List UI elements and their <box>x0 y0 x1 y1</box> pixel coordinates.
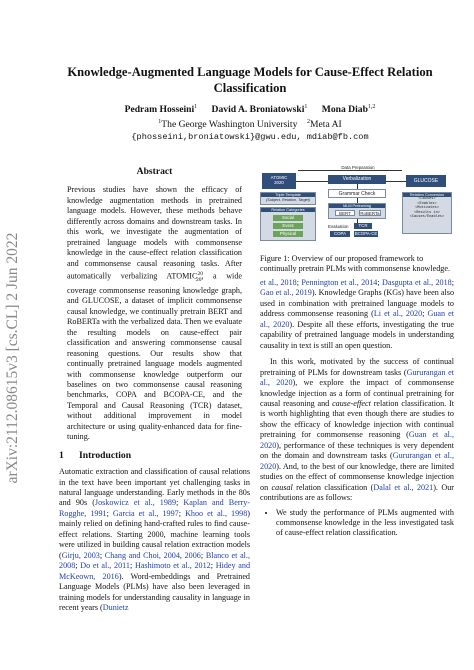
citation-link[interactable]: Dalal et al., 2021 <box>373 482 434 492</box>
citation-link[interactable]: Hashimoto et al., 2012 <box>134 561 211 571</box>
italic-term: causal <box>271 482 293 492</box>
intro-paragraph-1: Automatic extraction and classification of causal relations in the text have been important yet challenging tasks in natural language understanding. Early methods in the 80s and 90s (Joskowicz et al., 1989; Kaplan and Berry-Rogghe, 1991; Garcia et al., 1997; Khoo et al., 1998) mainly relied on defining hand-crafted rules to find cause-effect relations. Starting 2000, machine learning tools were utilized in building causal relation extraction models (Girju, 2003; Chang and Choi, 2004, 2006; Blanco et al., 2008; Do et al., 2011; Hashimoto et al., 2012; Hidey and McKeown, 2016). Word-embeddings and Pretrained Language Models (PLMs) have also been leveraged in training models for understanding causality in language in recent years (Dunietz <box>59 467 251 613</box>
arrow-grammar-mlm <box>357 198 358 203</box>
bert-node: BERT <box>335 210 355 216</box>
physical-category: Physical <box>273 231 303 237</box>
citation-link[interactable]: 2006 <box>184 550 201 560</box>
evaluation-label: Evaluation <box>328 224 349 229</box>
citation-link[interactable]: Gao et al., 2019 <box>260 288 312 298</box>
citation-link[interactable]: Blanco et al., 2008 <box>59 550 250 571</box>
citation-link[interactable]: et al., 2018 <box>260 278 297 287</box>
triple-template-box: Triple Template (Subject, Relation, Target) <box>260 192 316 205</box>
title-line-2: Classification <box>213 81 287 95</box>
paper-title <box>40 64 460 96</box>
glucose-node: GLUCOSE <box>406 175 446 187</box>
bcopa-ce-node: BCOPA-CE <box>354 231 378 236</box>
author-emails: {phosseini,broniatowski}@gwu.edu, mdiab@fb.com <box>131 132 369 143</box>
citation-link[interactable]: Do et al., 2011 <box>80 561 130 571</box>
citation-link[interactable]: Joskowicz et al., 1989 <box>94 498 177 508</box>
abstract-heading: Abstract <box>136 166 173 177</box>
title-line-1: Knowledge-Augmented Language Models for Cause-Effect Relation <box>67 65 433 79</box>
citation-link[interactable]: Guan et al., 2020 <box>260 430 454 450</box>
intro-paragraph-2: In this work, motivated by the success of continual pretraining of PLMs for downstream tasks (Gururangan et al., 2020), we explore the impact of commonsense knowledge injection as a form of continual pretraining for causal reasoning and cause-effect relation classification. It is worth highlighting that even though there are studies to show the efficacy of knowledge injection with continual pretraining for commonsense reasoning (Guan et al., 2020), performance of these techniques is very dependent on the domain and downstream tasks (Gururangan et al., 2020). And, to the best of our knowledge, there are limited studies on the effect of commonsense knowledge injection on causal relation classification (Dalal et al., 2021). Our contributions are as follows: <box>260 357 454 503</box>
figure-1-diagram <box>260 165 454 247</box>
event-category: Event <box>273 223 303 229</box>
italic-term: cause-effect <box>332 398 371 408</box>
citation-link[interactable]: Dasgupta et al., 2018 <box>381 278 452 287</box>
data-preparation-label: Data Preparation <box>341 165 375 170</box>
affiliations: $^1$The George Washington University $^2$Meta AI <box>158 119 342 131</box>
citation-link[interactable]: Li et al., 2020 <box>373 309 423 319</box>
citation-link[interactable]: Girju, 2003 <box>61 550 100 560</box>
right-column <box>260 278 454 539</box>
intro-heading: 1 Introduction <box>59 449 132 461</box>
arrow-glucose-verbalization <box>386 181 406 182</box>
citation-link[interactable]: Gururangan et al., 2020 <box>260 451 454 471</box>
citation-link[interactable]: Khoo et al., 1998 <box>185 508 248 518</box>
arxiv-stamp: arXiv:2112.08615v3 [cs.CL] 2 Jun 2022 <box>4 232 21 484</box>
atomic-node: ATOMIC 2020 <box>262 173 296 189</box>
citation-link[interactable]: Gururangan et al., 2020 <box>260 367 454 388</box>
author-block <box>40 101 460 143</box>
verbalization-node: Verbalization <box>328 175 386 184</box>
citation-link[interactable]: Hidey and McKeown, 2016 <box>59 561 251 581</box>
figure-1-caption: Figure 1: Overview of our proposed framework to continually pretrain PLMs with commonsense knowledge. <box>260 254 451 274</box>
grammar-check-node: Grammar Check <box>328 189 386 198</box>
social-category: Social <box>273 215 303 221</box>
copa-node: COPA <box>330 231 350 237</box>
citation-link[interactable]: Dunietz <box>102 603 129 613</box>
citation-link[interactable]: Pennington et al., 2014 <box>301 278 378 287</box>
arrow-mlm-evaluation <box>357 219 358 223</box>
contributions-list <box>260 508 454 539</box>
author-names: Pedram Hosseini$^1$ David A. Broniatowski$^1$ Mona Diab$^{1,2}$ <box>124 104 376 116</box>
tcr-node: TCR <box>354 223 372 229</box>
connector-line <box>298 170 402 171</box>
arrow-verbalization-grammar <box>357 184 358 189</box>
citation-link[interactable]: Guan et al., 2020 <box>260 309 454 329</box>
relation-categories-box: Relation Categories Social Event Physical <box>260 207 316 241</box>
citation-link[interactable]: Kaplan and Berry-Rogghe, 1991 <box>59 498 250 518</box>
citation-link[interactable]: Garcia et al., 1997 <box>112 508 179 518</box>
left-column <box>59 167 250 613</box>
contribution-item: • We study the performance of PLMs augmented with commonsense knowledge in the less investigated task of cause-effect relation classification. <box>276 508 454 539</box>
mlm-pretraining-box: MLM Pretraining BERT RoBERTa <box>328 203 386 219</box>
arrow-atomic-verbalization <box>296 181 328 182</box>
abstract-text: Previous studies have shown the efficacy of knowledge augmentation methods in pretrained language models. However, these methods behave differently across domains and downstream tasks. In this work, we investigate the augmentation of pretrained language models with commonsense knowledge in the cause-effect relation classification and commonsense causal reasoning tasks. After automatically verbalizing $ATOMIC^{20}_{20}$, a wide coverage commonsense reasoning knowledge graph, and GLUCOSE, a dataset of implicit commonsense causal knowledge, we continually pretrain BERT and RoBERTa with the verbalized data. Then we evaluate the resulting models on cause-effect pair classification and answering commonsense causal reasoning questions. Our results show that continually pretrained language models augmented with commonsense knowledge outperform our baselines on two commonsense causal reasoning benchmarks, COPA and BCOPA-CE, and the Temporal and Causal Reasoning (TCR) dataset, without additional improvement in model architecture or using quality-enhanced data for fine-tuning. <box>67 185 242 442</box>
citation-link[interactable]: Chang and Choi, 2004 <box>104 550 180 560</box>
roberta-node: RoBERTa <box>360 211 380 216</box>
relation-conversion-box: Relation Conversion <Causes> <Enables> <Motivates> <Results in> <Causes/Enables> <box>402 192 452 234</box>
intro-paragraph-1-continued: et al., 2018; Pennington et al., 2014; Dasgupta et al., 2018; Gao et al., 2019). Knowledge Graphs (KGs) have been also used in combination with pretrained language models to address commonsense reasoning (Li et al., 2020; Guan et al., 2020). Despite all these efforts, investigating the true capability of pretrained language models in understanding causality in text is still an open question. <box>260 278 455 350</box>
